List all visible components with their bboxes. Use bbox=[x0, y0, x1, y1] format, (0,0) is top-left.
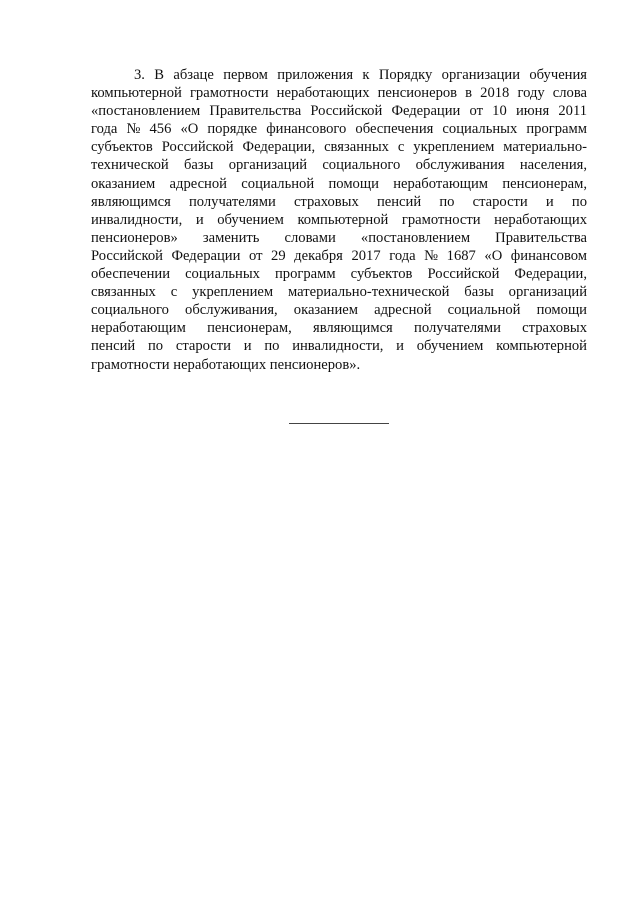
paragraph-line: технической базы организаций социального обслуживания населения, bbox=[91, 157, 587, 174]
paragraph-line: связанных с укреплением материально-технической базы организаций bbox=[91, 284, 587, 301]
end-separator-line bbox=[289, 423, 389, 424]
paragraph-line: являющимся получателями страховых пенсий по старости и по bbox=[91, 193, 587, 210]
paragraph-line: грамотности неработающих пенсионеров». bbox=[91, 356, 361, 373]
paragraph-line: социального обслуживания, оказанием адресной социальной помощи bbox=[91, 302, 587, 319]
amendment-paragraph bbox=[91, 66, 587, 374]
paragraph-line: «постановлением Правительства Российской Федерации от 10 июня 2011 bbox=[91, 103, 587, 120]
paragraph-line: пенсионеров» заменить словами «постановлением Правительства bbox=[91, 229, 587, 246]
paragraph-line: компьютерной грамотности неработающих пенсионеров в 2018 году слова bbox=[91, 85, 587, 102]
paragraph-line: неработающим пенсионерам, являющимся получателями страховых bbox=[91, 320, 587, 337]
paragraph-line: обеспечении социальных программ субъектов Российской Федерации, bbox=[91, 266, 587, 283]
paragraph-line: Российской Федерации от 29 декабря 2017 года № 1687 «О финансовом bbox=[91, 247, 587, 264]
paragraph-line: оказанием адресной социальной помощи неработающим пенсионерам, bbox=[91, 175, 587, 192]
paragraph-line: инвалидности, и обучением компьютерной грамотности неработающих bbox=[91, 211, 587, 228]
paragraph-line: пенсий по старости и по инвалидности, и обучением компьютерной bbox=[91, 338, 587, 355]
paragraph-line: субъектов Российской Федерации, связанных с укреплением материально- bbox=[91, 139, 587, 156]
paragraph-line: года № 456 «О порядке финансового обеспечения социальных программ bbox=[91, 121, 587, 138]
paragraph-line: 3. В абзаце первом приложения к Порядку организации обучения bbox=[134, 67, 587, 83]
